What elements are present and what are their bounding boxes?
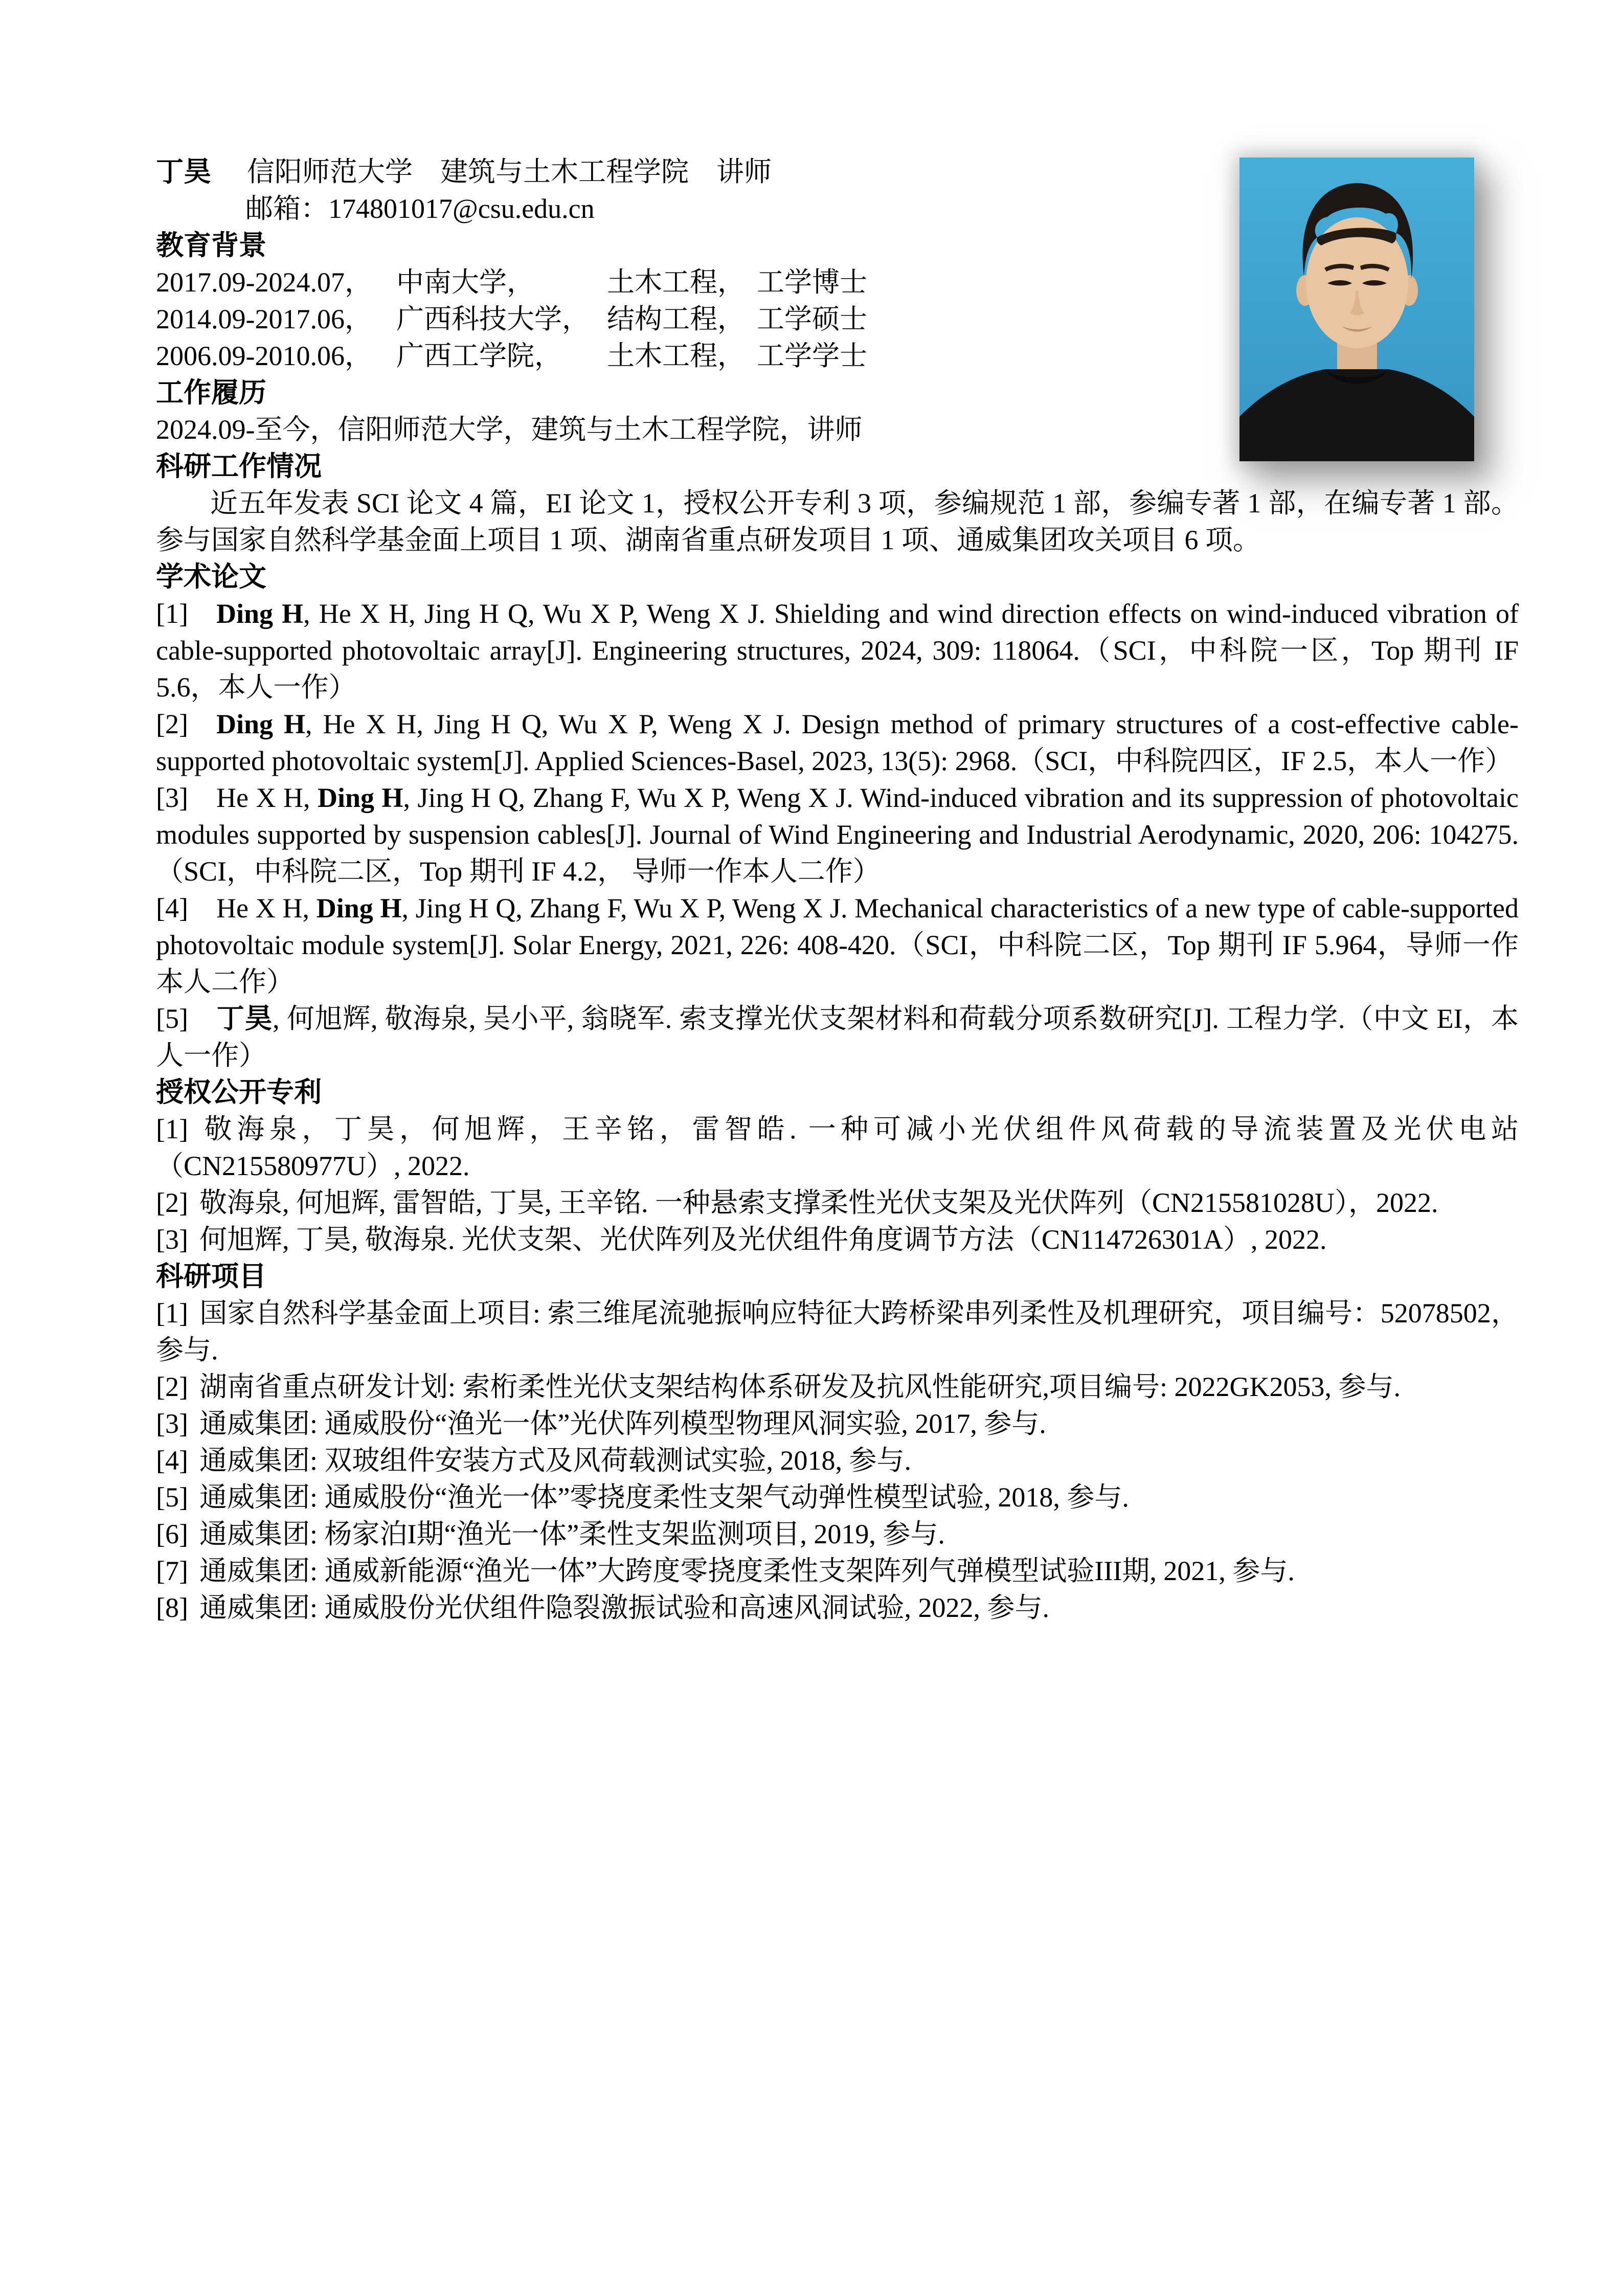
cv-content bbox=[156, 153, 1519, 1626]
paper-index: [2] bbox=[156, 709, 188, 739]
education-period: 2017.09-2024.07， bbox=[156, 267, 372, 298]
patent-item bbox=[156, 1221, 1519, 1258]
paper-text: , 何旭辉, 敬海泉, 吴小平, 翁晓军. 索支撑光伏支架材料和荷载分项系数研究[J]. 工程力学.（中文 EI，本人一作） bbox=[156, 1003, 1519, 1071]
patent-index: [1] bbox=[156, 1114, 188, 1144]
project-item bbox=[156, 1479, 1519, 1516]
education-degree: 工学硕士 bbox=[757, 304, 867, 334]
paper-index: [4] bbox=[156, 893, 188, 924]
header-line bbox=[156, 153, 1519, 190]
paper-index: [3] bbox=[156, 782, 188, 813]
paper-authors-pre: He X H, bbox=[216, 893, 317, 924]
research-overview-paragraph: 近五年发表 SCI 论文 4 篇，EI 论文 1，授权公开专利 3 项，参编规范 1 部，参编专著 1 部，在编专著 1 部。参与国家自然科学基金面上项目 1 项、湖南省重点研发项目 1 项、通威集团攻关项目 6 项。 bbox=[156, 488, 1519, 555]
section-title-education: 教育背景 bbox=[156, 230, 266, 261]
section-title-patents: 授权公开专利 bbox=[156, 1077, 322, 1108]
project-item bbox=[156, 1589, 1519, 1626]
paper-text: , Jing H Q, Zhang F, Wu X P, Weng X J. Wind-induced vibration and its suppression of photovoltaic modules supported by suspension cables[J]. Journal of Wind Engineering and Industrial Aerodynamic, 2020, 206: 104275.（SCI，中科院二区，Top 期刊 IF 4.2， 导师一作本人二作） bbox=[156, 782, 1519, 887]
paper-item bbox=[156, 706, 1519, 779]
paper-item bbox=[156, 1000, 1519, 1074]
section-title-papers: 学术论文 bbox=[156, 561, 266, 592]
paper-item bbox=[156, 890, 1519, 1000]
patent-item bbox=[156, 1111, 1519, 1184]
paper-text: , He X H, Jing H Q, Wu X P, Weng X J. Shielding and wind direction effects on wind-induced vibration of cable-supported photovoltaic array[J]. Engineering structures, 2024, 309: 118064.（SCI，中科院一区，Top 期刊 IF 5.6，本人一作） bbox=[156, 598, 1519, 703]
project-text: 湖南省重点研发计划: 索桁柔性光伏支架结构体系研发及抗风性能研究,项目编号: 2022GK2053, 参与. bbox=[199, 1371, 1401, 1402]
paper-item bbox=[156, 779, 1519, 890]
project-index: [2] bbox=[156, 1371, 188, 1402]
education-school: 广西科技大学， bbox=[396, 304, 590, 334]
paper-index: [1] bbox=[156, 598, 188, 629]
project-item bbox=[156, 1516, 1519, 1552]
project-text: 通威集团: 杨家泊I期“渔光一体”柔性支架监测项目, 2019, 参与. bbox=[199, 1519, 945, 1549]
paper-author-self: Ding H bbox=[216, 598, 304, 629]
section-title-research-overview: 科研工作情况 bbox=[156, 451, 322, 482]
project-item bbox=[156, 1552, 1519, 1589]
paper-authors-pre: He X H, bbox=[216, 782, 318, 813]
education-row bbox=[156, 337, 1519, 374]
project-text: 通威集团: 通威股份“渔光一体”光伏阵列模型物理风洞实验, 2017, 参与. bbox=[199, 1408, 1046, 1439]
person-affiliation: 信阳师范大学 建筑与土木工程学院 讲师 bbox=[247, 156, 772, 187]
work-item: 2024.09-至今，信阳师范大学，建筑与土木工程学院，讲师 bbox=[156, 414, 863, 445]
patent-text: 何旭辉, 丁昊, 敬海泉. 光伏支架、光伏阵列及光伏组件角度调节方法（CN114726301A）, 2022. bbox=[199, 1224, 1327, 1255]
project-index: [4] bbox=[156, 1445, 188, 1476]
project-text: 国家自然科学基金面上项目: 索三维尾流驰振响应特征大跨桥梁串列柔性及机理研究，项目编号：52078502，参与. bbox=[156, 1298, 1519, 1365]
paper-author-self: 丁昊 bbox=[216, 1003, 273, 1034]
education-period: 2014.09-2017.06， bbox=[156, 304, 372, 334]
project-index: [7] bbox=[156, 1556, 188, 1586]
project-item bbox=[156, 1368, 1519, 1405]
patent-index: [3] bbox=[156, 1224, 188, 1255]
project-text: 通威集团: 通威股份光伏组件隐裂激振试验和高速风洞试验, 2022, 参与. bbox=[199, 1592, 1049, 1623]
patent-index: [2] bbox=[156, 1187, 188, 1218]
project-text: 通威集团: 通威新能源“渔光一体”大跨度零挠度柔性支架阵列气弹模型试验III期, 2021, 参与. bbox=[199, 1556, 1295, 1586]
education-school: 中南大学， bbox=[396, 267, 534, 298]
paper-author-self: Ding H bbox=[316, 893, 402, 924]
education-major: 土木工程， bbox=[607, 341, 745, 371]
project-item bbox=[156, 1442, 1519, 1479]
project-index: [5] bbox=[156, 1482, 188, 1513]
section-title-projects: 科研项目 bbox=[156, 1261, 266, 1292]
paper-author-self: Ding H bbox=[216, 709, 305, 739]
project-index: [6] bbox=[156, 1519, 188, 1549]
paper-text: , He X H, Jing H Q, Wu X P, Weng X J. Design method of primary structures of a cost-effective cable-supported photovoltaic system[J]. Applied Sciences-Basel, 2023, 13(5): 2968.（SCI，中科院四区，IF 2.5，本人一作） bbox=[156, 709, 1519, 776]
paper-author-self: Ding H bbox=[317, 782, 403, 813]
education-period: 2006.09-2010.06， bbox=[156, 341, 372, 371]
person-name: 丁昊 bbox=[156, 156, 211, 187]
project-text: 通威集团: 双玻组件安装方式及风荷载测试实验, 2018, 参与. bbox=[199, 1445, 911, 1476]
section-title-work: 工作履历 bbox=[156, 377, 266, 408]
email-address: 174801017@csu.edu.cn bbox=[328, 193, 595, 224]
education-row bbox=[156, 264, 1519, 301]
email-label: 邮箱： bbox=[245, 193, 328, 224]
education-degree: 工学学士 bbox=[757, 341, 867, 371]
paper-item bbox=[156, 595, 1519, 706]
project-index: [1] bbox=[156, 1298, 188, 1329]
project-index: [3] bbox=[156, 1408, 188, 1439]
education-degree: 工学博士 bbox=[757, 267, 867, 298]
education-school: 广西工学院， bbox=[396, 341, 562, 371]
project-item bbox=[156, 1295, 1519, 1368]
patent-text: 敬海泉, 何旭辉, 雷智皓, 丁昊, 王辛铭. 一种悬索支撑柔性光伏支架及光伏阵列（CN215581028U），2022. bbox=[199, 1187, 1438, 1218]
paper-index: [5] bbox=[156, 1003, 188, 1034]
project-item bbox=[156, 1405, 1519, 1442]
email-line bbox=[156, 190, 1519, 227]
project-text: 通威集团: 通威股份“渔光一体”零挠度柔性支架气动弹性模型试验, 2018, 参与. bbox=[199, 1482, 1129, 1513]
education-major: 结构工程， bbox=[607, 304, 745, 334]
education-major: 土木工程， bbox=[607, 267, 745, 298]
project-index: [8] bbox=[156, 1592, 188, 1623]
patent-item bbox=[156, 1184, 1519, 1221]
paper-text: , Jing H Q, Zhang F, Wu X P, Weng X J. Mechanical characteristics of a new type of cable-supported photovoltaic module system[J]. Solar Energy, 2021, 226: 408-420.（SCI，中科院二区，Top 期刊 IF 5.964，导师一作本人二作） bbox=[156, 893, 1519, 997]
education-row bbox=[156, 301, 1519, 337]
patent-text: 敬海泉，丁昊，何旭辉，王辛铭，雷智皓. 一种可减小光伏组件风荷载的导流装置及光伏电站（CN215580977U）, 2022. bbox=[156, 1114, 1519, 1181]
